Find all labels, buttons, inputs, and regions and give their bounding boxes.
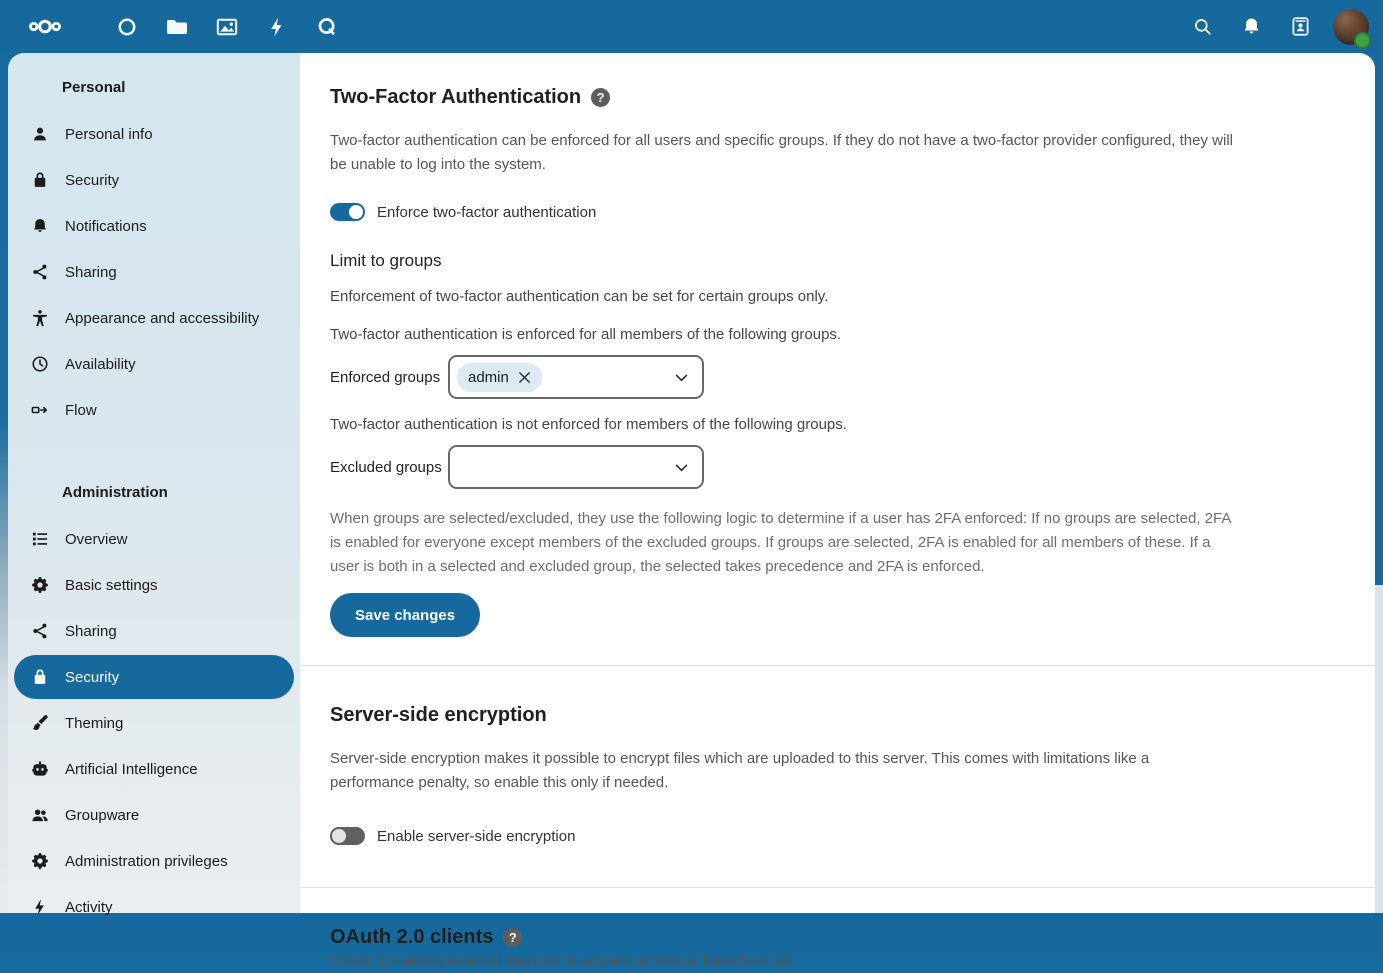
accessibility-icon <box>30 308 50 328</box>
group-chip-admin <box>457 363 542 392</box>
sidebar-item-label: Appearance and accessibility <box>65 309 260 327</box>
encryption-description: Server-side encryption makes it possible to encrypt files which are uploaded to this server. This comes with limitations like a performance penalty, so enable this only if needed. <box>330 750 1150 791</box>
brush-icon <box>30 713 50 733</box>
flow-icon <box>30 400 50 420</box>
oauth-section <box>330 926 1335 973</box>
excluded-groups-description: Two-factor authentication is not enforced for members of the following groups. <box>330 416 847 433</box>
clock-icon <box>30 354 50 374</box>
group-chip-label: admin <box>468 368 509 386</box>
users-icon <box>30 805 50 825</box>
sidebar-item-personal-availability[interactable] <box>14 342 294 386</box>
sidebar-item-personal-notifications[interactable] <box>14 204 294 248</box>
limit-to-groups-heading: Limit to groups <box>330 251 442 270</box>
bell-icon <box>30 216 50 236</box>
sidebar-item-administration-groupware[interactable] <box>14 793 294 837</box>
sidebar-item-administration-sharing[interactable] <box>14 609 294 653</box>
sidebar-item-label: Notifications <box>65 217 147 235</box>
online-status-icon <box>1354 32 1371 49</box>
sidebar-item-label: Groupware <box>65 806 140 824</box>
app-shell <box>8 53 1375 969</box>
sidebar-item-label: Overview <box>65 530 128 548</box>
settings-sidebar <box>8 53 300 916</box>
enforced-groups-description: Two-factor authentication is enforced for all members of the following groups. <box>330 326 842 343</box>
section-divider <box>300 665 1375 666</box>
enable-encryption-label: Enable server-side encryption <box>377 827 576 845</box>
enforced-groups-select[interactable] <box>448 355 704 399</box>
enable-encryption-row <box>330 827 1335 845</box>
chevron-down-icon <box>673 369 690 386</box>
lock-icon <box>30 667 50 687</box>
sidebar-item-label: Basic settings <box>65 576 158 594</box>
vertical-scrollbar[interactable] <box>1375 53 1383 913</box>
photos-app-icon[interactable] <box>202 0 252 53</box>
two-factor-title <box>330 86 1335 109</box>
chevron-down-icon <box>673 459 690 476</box>
sidebar-item-label: Security <box>65 668 120 686</box>
sidebar-item-label: Flow <box>65 401 97 419</box>
limit-description: Enforcement of two-factor authentication can be set for certain groups only. <box>330 288 829 305</box>
help-icon[interactable]: ? <box>503 928 522 947</box>
sidebar-section-personal: Personal <box>62 79 126 96</box>
share-icon <box>30 262 50 282</box>
share-icon <box>30 621 50 641</box>
sidebar-item-label: Artificial Intelligence <box>65 760 198 778</box>
help-icon[interactable]: ? <box>591 88 610 107</box>
enforce-two-factor-label: Enforce two-factor authentication <box>377 203 597 221</box>
enforced-groups-label: Enforced groups <box>330 368 441 386</box>
assistant-app-icon[interactable] <box>302 0 352 53</box>
oauth-description: OAuth 2.0 allows external services to request access to Nextcloud 28. <box>330 952 795 969</box>
sidebar-item-label: Sharing <box>65 622 117 640</box>
nextcloud-logo-icon[interactable] <box>14 13 76 40</box>
lightning-icon <box>30 897 50 917</box>
excluded-groups-label: Excluded groups <box>330 458 442 476</box>
app-menu <box>102 0 352 53</box>
settings-content <box>300 53 1375 969</box>
sidebar-item-administration-activity[interactable] <box>14 885 294 929</box>
two-factor-description: Two-factor authentication can be enforced for all users and specific groups. If they do not have a two-factor provider configured, they will be unable to log into the system. <box>330 132 1233 173</box>
user-icon <box>30 124 50 144</box>
gear-icon <box>30 851 50 871</box>
sidebar-item-administration-administration-privileges[interactable] <box>14 839 294 883</box>
notifications-icon[interactable] <box>1227 0 1276 53</box>
activity-app-icon[interactable] <box>252 0 302 53</box>
sidebar-item-personal-sharing[interactable] <box>14 250 294 294</box>
sidebar-item-label: Security <box>65 171 120 189</box>
enable-encryption-toggle[interactable] <box>330 827 365 845</box>
two-factor-section <box>330 86 1335 637</box>
avatar[interactable] <box>1333 9 1369 45</box>
two-factor-title-text: Two-Factor Authentication <box>330 86 582 108</box>
sidebar-section-administration: Administration <box>62 484 168 501</box>
scrollbar-thumb[interactable] <box>1375 53 1383 585</box>
excluded-groups-row <box>330 445 1335 489</box>
list-icon <box>30 529 50 549</box>
oauth-title <box>330 926 1335 949</box>
sidebar-item-personal-personal-info[interactable] <box>14 112 294 156</box>
encryption-section <box>330 704 1335 845</box>
top-bar <box>0 0 1383 53</box>
unified-search-icon[interactable] <box>1178 0 1227 53</box>
excluded-groups-select[interactable] <box>448 445 704 489</box>
sidebar-item-label: Administration privileges <box>65 852 228 870</box>
contacts-menu-icon[interactable] <box>1276 0 1325 53</box>
sidebar-item-label: Theming <box>65 714 124 732</box>
remove-group-icon[interactable] <box>518 371 531 384</box>
gear-icon <box>30 575 50 595</box>
sidebar-item-administration-artificial-intelligence[interactable] <box>14 747 294 791</box>
header-right <box>1178 0 1383 53</box>
lock-icon <box>30 170 50 190</box>
sidebar-item-administration-security[interactable] <box>14 655 294 699</box>
enforce-two-factor-toggle[interactable] <box>330 203 365 221</box>
sidebar-item-personal-flow[interactable] <box>14 388 294 432</box>
circle-app-icon[interactable] <box>102 0 152 53</box>
section-divider <box>300 887 1375 888</box>
encryption-title <box>330 704 1335 727</box>
sidebar-item-personal-appearance-and-accessibility[interactable] <box>14 296 294 340</box>
enforce-2fa-row <box>330 203 1335 221</box>
sidebar-item-personal-security[interactable] <box>14 158 294 202</box>
robot-icon <box>30 759 50 779</box>
groups-logic-hint: When groups are selected/excluded, they use the following logic to determine if a user has 2FA enforced: If no groups are selected, 2FA is enabled for everyone except members of the excluded groups. If groups are selected, 2FA is enabled for all members of these. If a user is both in a selected and excluded group, the selected takes precedence and 2FA is enforced. <box>330 510 1231 575</box>
files-app-icon[interactable] <box>152 0 202 53</box>
sidebar-item-administration-overview[interactable] <box>14 517 294 561</box>
sidebar-item-label: Personal info <box>65 125 153 143</box>
sidebar-item-label: Activity <box>65 898 113 916</box>
header-actions <box>1178 0 1325 53</box>
sidebar-item-administration-theming[interactable] <box>14 701 294 745</box>
save-changes-button[interactable]: Save changes <box>330 593 480 637</box>
oauth-title-text: OAuth 2.0 clients <box>330 926 494 948</box>
encryption-title-text: Server-side encryption <box>330 704 547 726</box>
enforced-groups-row <box>330 355 1335 399</box>
sidebar-item-administration-basic-settings[interactable] <box>14 563 294 607</box>
sidebar-item-label: Sharing <box>65 263 117 281</box>
sidebar-item-label: Availability <box>65 355 136 373</box>
